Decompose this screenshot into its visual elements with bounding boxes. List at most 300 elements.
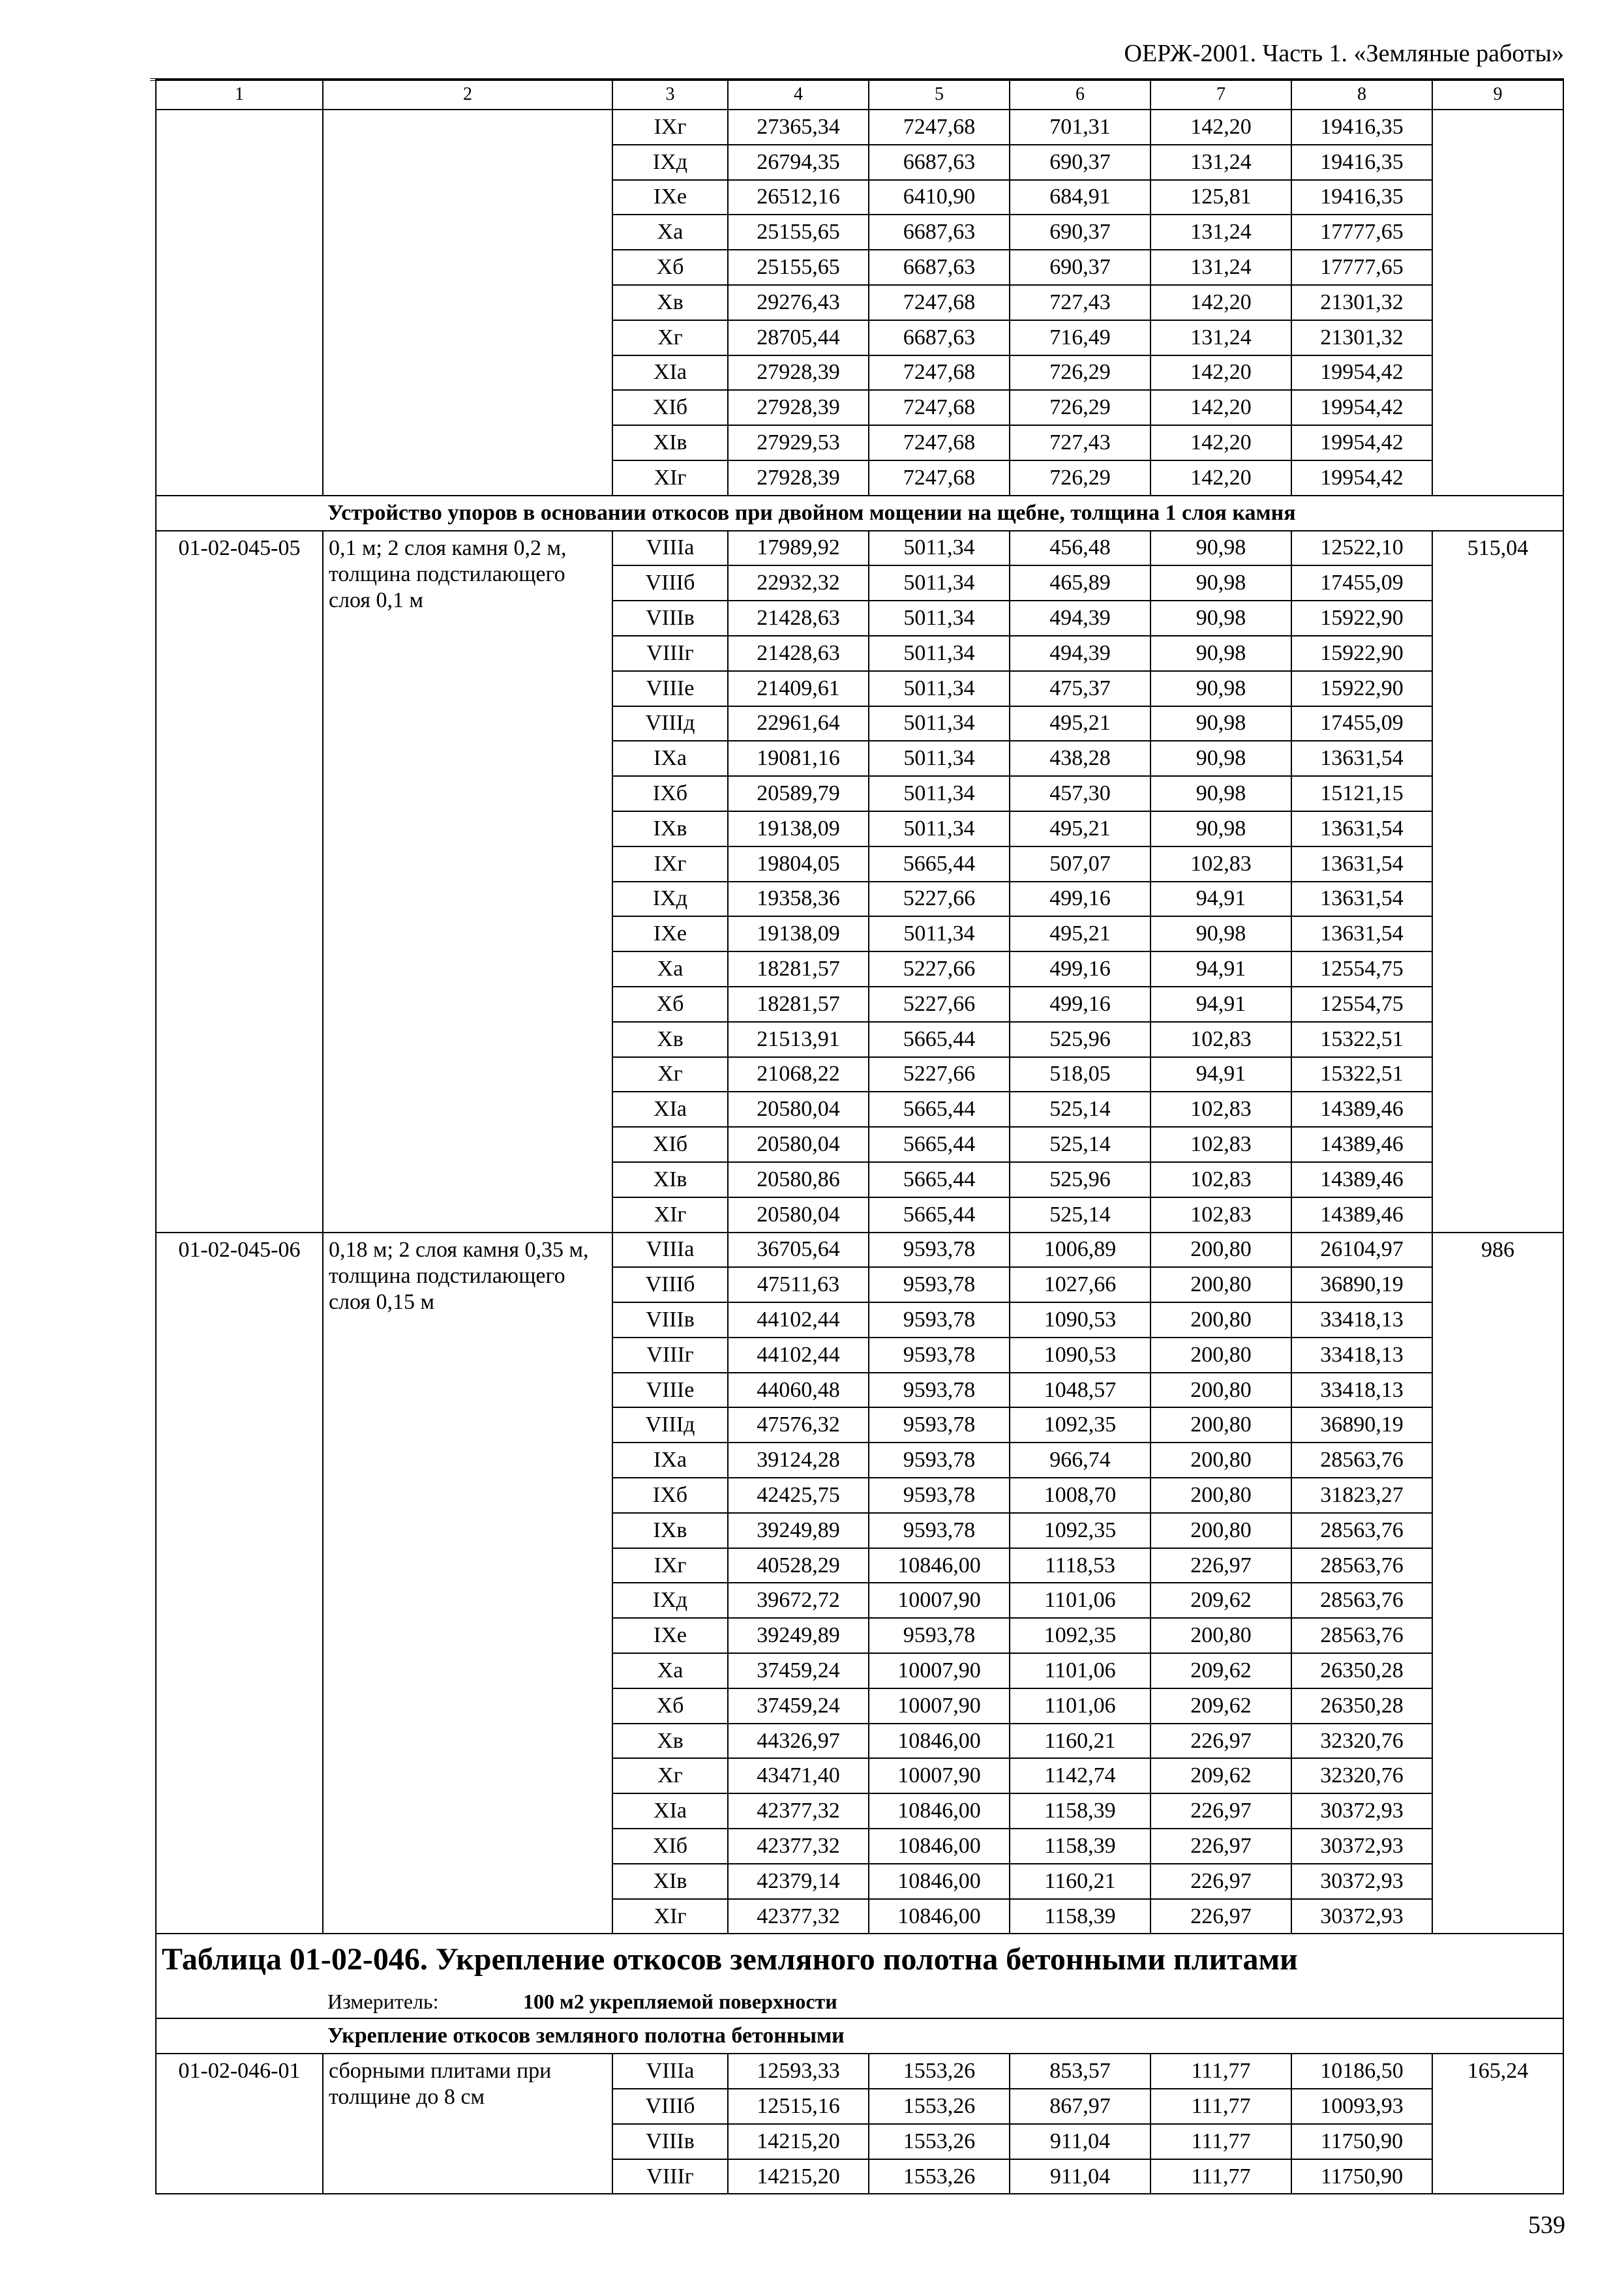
wages-cell: 9593,78: [869, 1267, 1010, 1302]
machines-cell: 465,89: [1010, 565, 1150, 601]
total-cost-cell: 44102,44: [728, 1338, 869, 1373]
total-cost-cell: 29276,43: [728, 285, 869, 320]
total-cost-cell: 22961,64: [728, 706, 869, 741]
column-number: 6: [1010, 80, 1150, 110]
climate-zone-cell: IXд: [612, 1583, 728, 1618]
machines-cell: 494,39: [1010, 636, 1150, 671]
climate-zone-cell: VIIIа: [612, 531, 728, 566]
materials-cell: 15922,90: [1291, 671, 1432, 706]
climate-zone-cell: IXе: [612, 180, 728, 215]
section-heading: Устройство упоров в основании откосов при двойном мощении на щебне, толщина 1 слоя камня: [156, 496, 1563, 531]
climate-zone-cell: Xв: [612, 1022, 728, 1057]
machines-cell: 1160,21: [1010, 1724, 1150, 1759]
climate-zone-cell: VIIIв: [612, 2124, 728, 2159]
machinist-wages-cell: 226,97: [1150, 1793, 1291, 1829]
materials-cell: 33418,13: [1291, 1373, 1432, 1408]
machines-cell: 494,39: [1010, 601, 1150, 636]
machines-cell: 525,96: [1010, 1162, 1150, 1197]
machines-cell: 727,43: [1010, 425, 1150, 460]
climate-zone-cell: IXд: [612, 145, 728, 180]
total-cost-cell: 27365,34: [728, 110, 869, 145]
machines-cell: 525,14: [1010, 1197, 1150, 1233]
machines-cell: 690,37: [1010, 215, 1150, 250]
total-cost-cell: 27928,39: [728, 460, 869, 496]
labor-cell: 515,04: [1432, 531, 1563, 1233]
materials-cell: 28563,76: [1291, 1583, 1432, 1618]
climate-zone-cell: VIIIе: [612, 1373, 728, 1408]
machinist-wages-cell: 209,62: [1150, 1758, 1291, 1793]
materials-cell: 15121,15: [1291, 776, 1432, 811]
total-cost-cell: 44060,48: [728, 1373, 869, 1408]
materials-cell: 10186,50: [1291, 2054, 1432, 2089]
machines-cell: 499,16: [1010, 987, 1150, 1022]
total-cost-cell: 39249,89: [728, 1513, 869, 1548]
total-cost-cell: 43471,40: [728, 1758, 869, 1793]
column-number: 8: [1291, 80, 1432, 110]
climate-zone-cell: VIIIа: [612, 1233, 728, 1268]
total-cost-cell: 18281,57: [728, 987, 869, 1022]
measure-cell: [156, 1985, 1563, 2018]
climate-zone-cell: VIIIб: [612, 565, 728, 601]
materials-cell: 15922,90: [1291, 601, 1432, 636]
labor-cell: 986: [1432, 1233, 1563, 1934]
materials-cell: 15322,51: [1291, 1057, 1432, 1092]
climate-zone-cell: IXд: [612, 882, 728, 917]
materials-cell: 32320,76: [1291, 1724, 1432, 1759]
wages-cell: 5011,34: [869, 601, 1010, 636]
wages-cell: 5011,34: [869, 811, 1010, 846]
wages-cell: 6687,63: [869, 215, 1010, 250]
climate-zone-cell: VIIIг: [612, 2159, 728, 2194]
total-cost-cell: 21428,63: [728, 601, 869, 636]
machines-cell: 684,91: [1010, 180, 1150, 215]
total-cost-cell: 39249,89: [728, 1618, 869, 1653]
materials-cell: 13631,54: [1291, 916, 1432, 951]
machinist-wages-cell: 90,98: [1150, 671, 1291, 706]
total-cost-cell: 47511,63: [728, 1267, 869, 1302]
total-cost-cell: 27929,53: [728, 425, 869, 460]
materials-cell: 12554,75: [1291, 951, 1432, 987]
total-cost-cell: 44102,44: [728, 1302, 869, 1338]
table-row: [156, 110, 1563, 145]
wages-cell: 5011,34: [869, 741, 1010, 776]
machines-cell: 499,16: [1010, 882, 1150, 917]
wages-cell: 5227,66: [869, 882, 1010, 917]
wages-cell: 7247,68: [869, 425, 1010, 460]
machinist-wages-cell: 200,80: [1150, 1233, 1291, 1268]
materials-cell: 30372,93: [1291, 1829, 1432, 1864]
machinist-wages-cell: 102,83: [1150, 1127, 1291, 1162]
wages-cell: 5011,34: [869, 531, 1010, 566]
materials-cell: 19954,42: [1291, 355, 1432, 391]
total-cost-cell: 20580,04: [728, 1197, 869, 1233]
materials-cell: 19954,42: [1291, 390, 1432, 425]
machinist-wages-cell: 102,83: [1150, 1162, 1291, 1197]
climate-zone-cell: VIIIд: [612, 1407, 728, 1443]
materials-cell: 19954,42: [1291, 425, 1432, 460]
climate-zone-cell: XIа: [612, 355, 728, 391]
climate-zone-cell: VIIIв: [612, 601, 728, 636]
wages-cell: 5665,44: [869, 1092, 1010, 1127]
materials-cell: 13631,54: [1291, 741, 1432, 776]
wages-cell: 9593,78: [869, 1478, 1010, 1513]
climate-zone-cell: VIIIб: [612, 2089, 728, 2124]
machines-cell: 1092,35: [1010, 1513, 1150, 1548]
materials-cell: 28563,76: [1291, 1513, 1432, 1548]
total-cost-cell: 42425,75: [728, 1478, 869, 1513]
machines-cell: 525,14: [1010, 1127, 1150, 1162]
wages-cell: 9593,78: [869, 1302, 1010, 1338]
total-cost-cell: 19138,09: [728, 811, 869, 846]
materials-cell: 30372,93: [1291, 1899, 1432, 1934]
machinist-wages-cell: 94,91: [1150, 987, 1291, 1022]
materials-cell: 28563,76: [1291, 1618, 1432, 1653]
climate-zone-cell: VIIIг: [612, 636, 728, 671]
climate-zone-cell: IXг: [612, 110, 728, 145]
machinist-wages-cell: 131,24: [1150, 215, 1291, 250]
total-cost-cell: 21409,61: [728, 671, 869, 706]
wages-cell: 5665,44: [869, 1022, 1010, 1057]
total-cost-cell: 20589,79: [728, 776, 869, 811]
machinist-wages-cell: 226,97: [1150, 1864, 1291, 1899]
climate-zone-cell: Xв: [612, 1724, 728, 1759]
column-number: 4: [728, 80, 869, 110]
measure-value: 100 м2 укрепляемой поверхности: [523, 1990, 837, 2014]
wages-cell: 7247,68: [869, 285, 1010, 320]
total-cost-cell: 20580,04: [728, 1127, 869, 1162]
climate-zone-cell: IXв: [612, 1513, 728, 1548]
total-cost-cell: 39672,72: [728, 1583, 869, 1618]
machinist-wages-cell: 90,98: [1150, 916, 1291, 951]
machinist-wages-cell: 200,80: [1150, 1267, 1291, 1302]
machinist-wages-cell: 90,98: [1150, 776, 1291, 811]
machines-cell: 1160,21: [1010, 1864, 1150, 1899]
total-cost-cell: 19138,09: [728, 916, 869, 951]
total-cost-cell: 19081,16: [728, 741, 869, 776]
total-cost-cell: 20580,86: [728, 1162, 869, 1197]
machines-cell: 727,43: [1010, 285, 1150, 320]
materials-cell: 36890,19: [1291, 1407, 1432, 1443]
materials-cell: 13631,54: [1291, 882, 1432, 917]
machines-cell: 1090,53: [1010, 1302, 1150, 1338]
wages-cell: 6687,63: [869, 145, 1010, 180]
machinist-wages-cell: 102,83: [1150, 1197, 1291, 1233]
materials-cell: 17455,09: [1291, 706, 1432, 741]
table-row: [156, 1233, 1563, 1268]
climate-zone-cell: VIIIд: [612, 706, 728, 741]
column-number: 9: [1432, 80, 1563, 110]
machinist-wages-cell: 200,80: [1150, 1443, 1291, 1478]
wages-cell: 9593,78: [869, 1373, 1010, 1408]
materials-cell: 13631,54: [1291, 846, 1432, 882]
total-cost-cell: 21068,22: [728, 1057, 869, 1092]
machinist-wages-cell: 102,83: [1150, 846, 1291, 882]
machines-cell: 1092,35: [1010, 1407, 1150, 1443]
machinist-wages-cell: 111,77: [1150, 2089, 1291, 2124]
climate-zone-cell: VIIIе: [612, 671, 728, 706]
machinist-wages-cell: 209,62: [1150, 1583, 1291, 1618]
machinist-wages-cell: 142,20: [1150, 390, 1291, 425]
climate-zone-cell: IXе: [612, 1618, 728, 1653]
climate-zone-cell: VIIIб: [612, 1267, 728, 1302]
materials-cell: 26350,28: [1291, 1653, 1432, 1688]
wages-cell: 5011,34: [869, 565, 1010, 601]
climate-zone-cell: Xа: [612, 1653, 728, 1688]
climate-zone-cell: XIг: [612, 460, 728, 496]
machines-cell: 911,04: [1010, 2124, 1150, 2159]
column-number: 3: [612, 80, 728, 110]
total-cost-cell: 20580,04: [728, 1092, 869, 1127]
column-number: 5: [869, 80, 1010, 110]
climate-zone-cell: XIа: [612, 1092, 728, 1127]
total-cost-cell: 26794,35: [728, 145, 869, 180]
materials-cell: 28563,76: [1291, 1548, 1432, 1583]
running-header-rule: [150, 33, 1564, 81]
machines-cell: 966,74: [1010, 1443, 1150, 1478]
machines-cell: 701,31: [1010, 110, 1150, 145]
total-cost-cell: 25155,65: [728, 215, 869, 250]
total-cost-cell: 17989,92: [728, 531, 869, 566]
wages-cell: 5665,44: [869, 1127, 1010, 1162]
total-cost-cell: 37459,24: [728, 1653, 869, 1688]
wages-cell: 7247,68: [869, 460, 1010, 496]
materials-cell: 30372,93: [1291, 1864, 1432, 1899]
total-cost-cell: 12515,16: [728, 2089, 869, 2124]
materials-cell: 11750,90: [1291, 2159, 1432, 2194]
total-cost-cell: 44326,97: [728, 1724, 869, 1759]
machinist-wages-cell: 90,98: [1150, 811, 1291, 846]
wages-cell: 10846,00: [869, 1548, 1010, 1583]
climate-zone-cell: IXб: [612, 1478, 728, 1513]
wages-cell: 5665,44: [869, 846, 1010, 882]
machinist-wages-cell: 111,77: [1150, 2124, 1291, 2159]
materials-cell: 17777,65: [1291, 250, 1432, 285]
wages-cell: 10007,90: [869, 1688, 1010, 1724]
wages-cell: 10846,00: [869, 1793, 1010, 1829]
wages-cell: 1553,26: [869, 2089, 1010, 2124]
total-cost-cell: 27928,39: [728, 390, 869, 425]
climate-zone-cell: XIв: [612, 1864, 728, 1899]
total-cost-cell: 14215,20: [728, 2124, 869, 2159]
machines-cell: 690,37: [1010, 250, 1150, 285]
wages-cell: 5665,44: [869, 1197, 1010, 1233]
machinist-wages-cell: 200,80: [1150, 1407, 1291, 1443]
climate-zone-cell: Xб: [612, 1688, 728, 1724]
column-number: 2: [323, 80, 612, 110]
machinist-wages-cell: 94,91: [1150, 951, 1291, 987]
machines-cell: 518,05: [1010, 1057, 1150, 1092]
climate-zone-cell: Xа: [612, 951, 728, 987]
wages-cell: 5011,34: [869, 776, 1010, 811]
climate-zone-cell: XIв: [612, 1162, 728, 1197]
materials-cell: 14389,46: [1291, 1162, 1432, 1197]
total-cost-cell: 22932,32: [728, 565, 869, 601]
climate-zone-cell: XIб: [612, 1127, 728, 1162]
climate-zone-cell: Xг: [612, 1057, 728, 1092]
running-header: ОЕРЖ-2001. Часть 1. «Земляные работы»: [1124, 40, 1564, 67]
total-cost-cell: 47576,32: [728, 1407, 869, 1443]
machines-cell: 1048,57: [1010, 1373, 1150, 1408]
machines-cell: 456,48: [1010, 531, 1150, 566]
wages-cell: 1553,26: [869, 2159, 1010, 2194]
machinist-wages-cell: 90,98: [1150, 741, 1291, 776]
materials-cell: 30372,93: [1291, 1793, 1432, 1829]
wages-cell: 5011,34: [869, 636, 1010, 671]
total-cost-cell: 39124,28: [728, 1443, 869, 1478]
column-number: 1: [156, 80, 323, 110]
materials-cell: 19416,35: [1291, 180, 1432, 215]
total-cost-cell: 28705,44: [728, 320, 869, 355]
wages-cell: 9593,78: [869, 1513, 1010, 1548]
materials-cell: 28563,76: [1291, 1443, 1432, 1478]
materials-cell: 10093,93: [1291, 2089, 1432, 2124]
machinist-wages-cell: 226,97: [1150, 1899, 1291, 1934]
climate-zone-cell: XIб: [612, 1829, 728, 1864]
machines-cell: 525,14: [1010, 1092, 1150, 1127]
machinist-wages-cell: 142,20: [1150, 355, 1291, 391]
materials-cell: 26350,28: [1291, 1688, 1432, 1724]
wages-cell: 5011,34: [869, 671, 1010, 706]
machinist-wages-cell: 142,20: [1150, 285, 1291, 320]
total-cost-cell: 21513,91: [728, 1022, 869, 1057]
machines-cell: 1118,53: [1010, 1548, 1150, 1583]
climate-zone-cell: IXа: [612, 1443, 728, 1478]
machines-cell: 1027,66: [1010, 1267, 1150, 1302]
total-cost-cell: 42377,32: [728, 1829, 869, 1864]
materials-cell: 11750,90: [1291, 2124, 1432, 2159]
machinist-wages-cell: 94,91: [1150, 882, 1291, 917]
climate-zone-cell: Xг: [612, 1758, 728, 1793]
wages-cell: 9593,78: [869, 1618, 1010, 1653]
climate-zone-cell: IXб: [612, 776, 728, 811]
table-title: Таблица 01-02-046. Укрепление откосов земляного полотна бетонными плитами: [156, 1934, 1563, 1985]
materials-cell: 33418,13: [1291, 1302, 1432, 1338]
labor-cell: 165,24: [1432, 2054, 1563, 2194]
machines-cell: 690,37: [1010, 145, 1150, 180]
materials-cell: 26104,97: [1291, 1233, 1432, 1268]
materials-cell: 19416,35: [1291, 145, 1432, 180]
wages-cell: 9593,78: [869, 1443, 1010, 1478]
machines-cell: 499,16: [1010, 951, 1150, 987]
total-cost-cell: 19358,36: [728, 882, 869, 917]
machines-cell: 1101,06: [1010, 1688, 1150, 1724]
machinist-wages-cell: 200,80: [1150, 1338, 1291, 1373]
wages-cell: 10846,00: [869, 1899, 1010, 1934]
materials-cell: 36890,19: [1291, 1267, 1432, 1302]
description-cell: 0,18 м; 2 слоя камня 0,35 м, толщина подстилающего слоя 0,15 м: [323, 1233, 612, 1934]
table-row: [156, 531, 1563, 566]
total-cost-cell: 12593,33: [728, 2054, 869, 2089]
machinist-wages-cell: 102,83: [1150, 1092, 1291, 1127]
machinist-wages-cell: 90,98: [1150, 636, 1291, 671]
section-heading-row: [156, 496, 1563, 531]
machines-cell: 438,28: [1010, 741, 1150, 776]
machinist-wages-cell: 142,20: [1150, 425, 1291, 460]
machinist-wages-cell: 131,24: [1150, 145, 1291, 180]
code-cell: 01-02-046-01: [156, 2054, 323, 2194]
wages-cell: 1553,26: [869, 2054, 1010, 2089]
section-heading: Укрепление откосов земляного полотна бетонными: [156, 2018, 1563, 2054]
machines-cell: 1101,06: [1010, 1583, 1150, 1618]
machines-cell: 525,96: [1010, 1022, 1150, 1057]
machinist-wages-cell: 142,20: [1150, 110, 1291, 145]
machines-cell: 1008,70: [1010, 1478, 1150, 1513]
climate-zone-cell: IXг: [612, 1548, 728, 1583]
total-cost-cell: 36705,64: [728, 1233, 869, 1268]
total-cost-cell: 40528,29: [728, 1548, 869, 1583]
climate-zone-cell: Xа: [612, 215, 728, 250]
machinist-wages-cell: 226,97: [1150, 1829, 1291, 1864]
materials-cell: 17777,65: [1291, 215, 1432, 250]
machinist-wages-cell: 131,24: [1150, 320, 1291, 355]
machinist-wages-cell: 200,80: [1150, 1618, 1291, 1653]
wages-cell: 7247,68: [869, 390, 1010, 425]
machines-cell: 507,07: [1010, 846, 1150, 882]
total-cost-cell: 42377,32: [728, 1899, 869, 1934]
total-cost-cell: 14215,20: [728, 2159, 869, 2194]
total-cost-cell: 19804,05: [728, 846, 869, 882]
machines-cell: 1158,39: [1010, 1829, 1150, 1864]
total-cost-cell: 37459,24: [728, 1688, 869, 1724]
climate-zone-cell: Xб: [612, 987, 728, 1022]
machines-cell: 1092,35: [1010, 1618, 1150, 1653]
machines-cell: 853,57: [1010, 2054, 1150, 2089]
machinist-wages-cell: 200,80: [1150, 1302, 1291, 1338]
description-cell: сборными плитами при толщине до 8 см: [323, 2054, 612, 2194]
total-cost-cell: 26512,16: [728, 180, 869, 215]
machinist-wages-cell: 90,98: [1150, 601, 1291, 636]
materials-cell: 12554,75: [1291, 987, 1432, 1022]
machines-cell: 726,29: [1010, 355, 1150, 391]
materials-cell: 21301,32: [1291, 285, 1432, 320]
materials-cell: 21301,32: [1291, 320, 1432, 355]
code-cell: 01-02-045-06: [156, 1233, 323, 1934]
wages-cell: 10007,90: [869, 1653, 1010, 1688]
wages-cell: 5227,66: [869, 951, 1010, 987]
machines-cell: 726,29: [1010, 460, 1150, 496]
wages-cell: 5011,34: [869, 706, 1010, 741]
materials-cell: 15322,51: [1291, 1022, 1432, 1057]
climate-zone-cell: Xв: [612, 285, 728, 320]
page-number: 539: [1528, 2211, 1565, 2239]
wages-cell: 10007,90: [869, 1758, 1010, 1793]
machinist-wages-cell: 90,98: [1150, 706, 1291, 741]
climate-zone-cell: Xб: [612, 250, 728, 285]
machinist-wages-cell: 200,80: [1150, 1513, 1291, 1548]
wages-cell: 6410,90: [869, 180, 1010, 215]
total-cost-cell: 42377,32: [728, 1793, 869, 1829]
machinist-wages-cell: 102,83: [1150, 1022, 1291, 1057]
climate-zone-cell: IXг: [612, 846, 728, 882]
machinist-wages-cell: 90,98: [1150, 531, 1291, 566]
wages-cell: 6687,63: [869, 320, 1010, 355]
machines-cell: 475,37: [1010, 671, 1150, 706]
materials-cell: 32320,76: [1291, 1758, 1432, 1793]
climate-zone-cell: IXв: [612, 811, 728, 846]
climate-zone-cell: VIIIа: [612, 2054, 728, 2089]
climate-zone-cell: VIIIг: [612, 1338, 728, 1373]
climate-zone-cell: IXа: [612, 741, 728, 776]
wages-cell: 5011,34: [869, 916, 1010, 951]
wages-cell: 10846,00: [869, 1829, 1010, 1864]
table-measure-row: [156, 1985, 1563, 2018]
description-cell: [323, 110, 612, 496]
machines-cell: 716,49: [1010, 320, 1150, 355]
materials-cell: 19416,35: [1291, 110, 1432, 145]
climate-zone-cell: XIг: [612, 1899, 728, 1934]
machines-cell: 495,21: [1010, 811, 1150, 846]
labor-cell: [1432, 110, 1563, 496]
